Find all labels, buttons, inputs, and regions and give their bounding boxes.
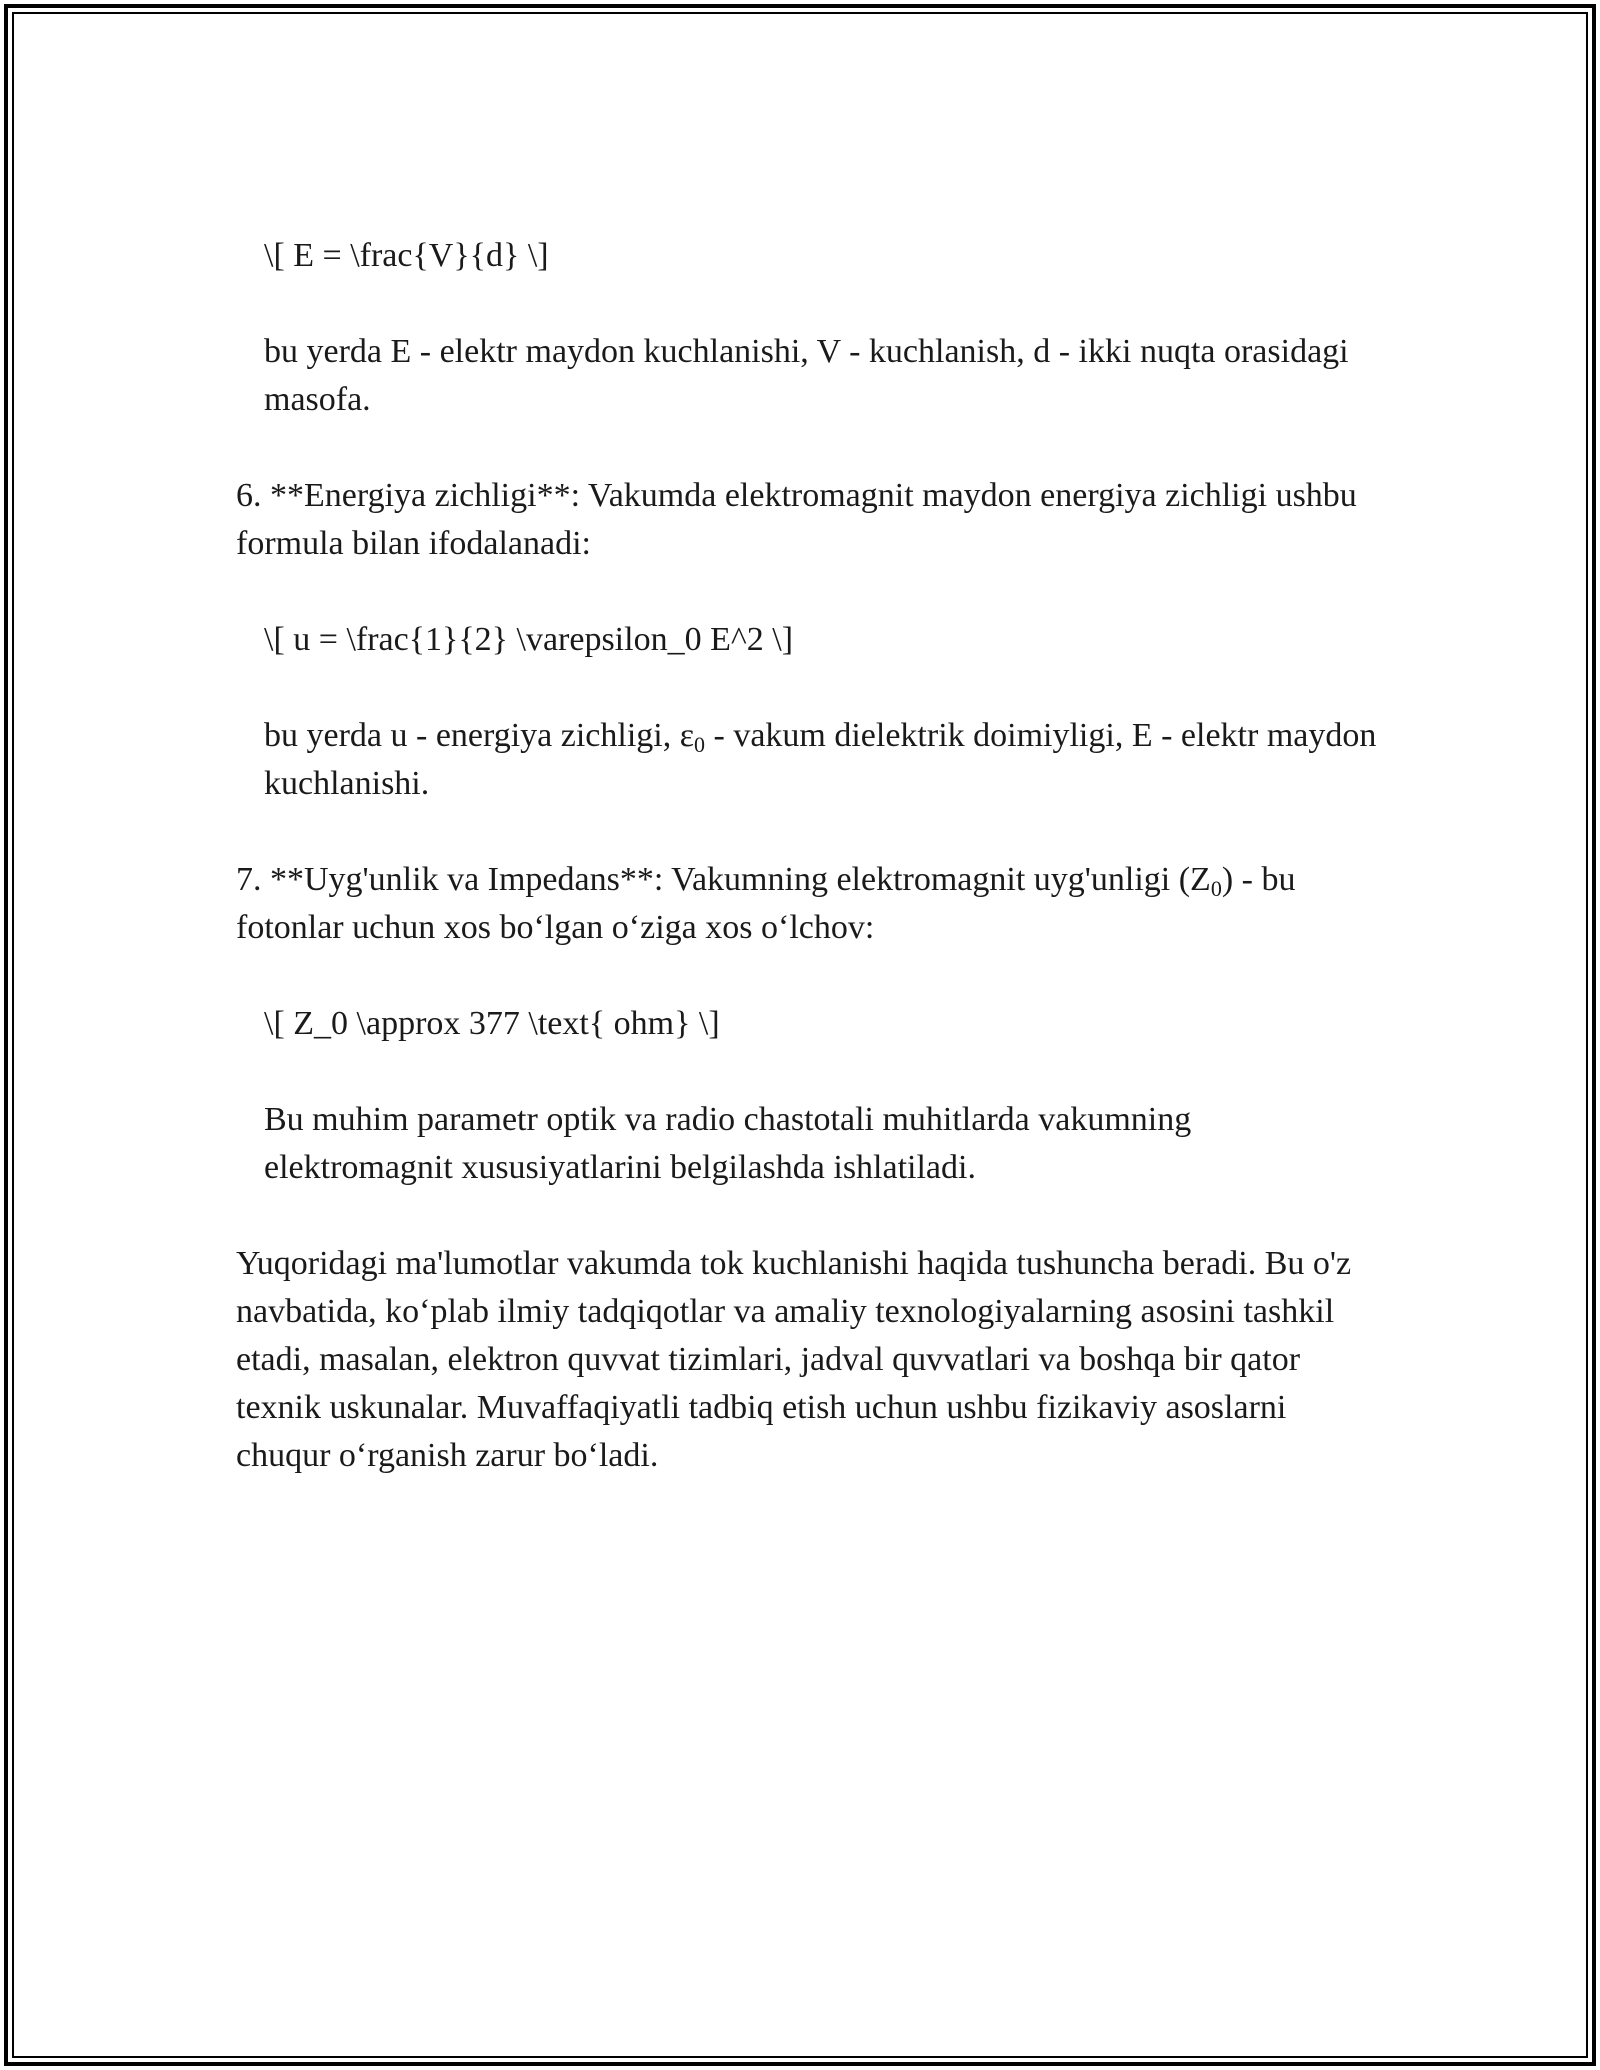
energy-density-definition — [236, 712, 1386, 808]
item-7-text-2: ) - bu fotonlar uchun xos bo‘lgan o‘ziga xos o‘lchov: — [236, 861, 1296, 946]
electric-field-definition: bu yerda E - elektr maydon kuchlanishi, V - kuchlanish, d - ikki nuqta orasidagi masofa. — [264, 333, 1349, 418]
formula-impedance: \[ Z_0 \approx 377 \text{ ohm} \] — [264, 1005, 720, 1042]
formula-energy-density: \[ u = \frac{1}{2} \varepsilon_0 E^2 \] — [264, 621, 794, 658]
z-subscript: 0 — [1210, 876, 1222, 901]
item-6-energy-density: 6. **Energiya zichligi**: Vakumda elektromagnit maydon energiya zichligi ushbu formula bilan ifodalanadi: — [236, 477, 1357, 562]
energy-density-definition-text-1: bu yerda u - energiya zichligi, ε — [264, 717, 694, 754]
conclusion-paragraph: Yuqoridagi ma'lumotlar vakumda tok kuchlanishi haqida tushuncha beradi. Bu o'z navbatida, ko‘plab ilmiy tadqiqotlar va amaliy texnologiyalarning asosini tashkil etadi, masalan, elektron quvvat tizimlari, jadval quvvatlari va boshqa bir qator texnik uskunalar. Muvaffaqiyatli tadbiq etish uchun ushbu fizikaviy asoslarni chuqur o‘rganish zarur bo‘ladi. — [236, 1245, 1352, 1474]
document-body — [236, 232, 1386, 1528]
impedance-definition: Bu muhim parametr optik va radio chastotali muhitlarda vakumning elektromagnit xususiyatlarini belgilashda ishlatiladi. — [264, 1101, 1192, 1186]
energy-density-definition-text-2: - vakum dielektrik doimiyligi, E - elektr maydon kuchlanishi. — [264, 717, 1377, 802]
item-7-impedance — [236, 856, 1386, 952]
formula-electric-field: \[ E = \frac{V}{d} \] — [264, 237, 549, 274]
item-7-text-1: 7. **Uyg'unlik va Impedans**: Vakumning elektromagnit uyg'unligi (Z — [236, 861, 1211, 898]
epsilon-subscript: 0 — [694, 732, 705, 757]
